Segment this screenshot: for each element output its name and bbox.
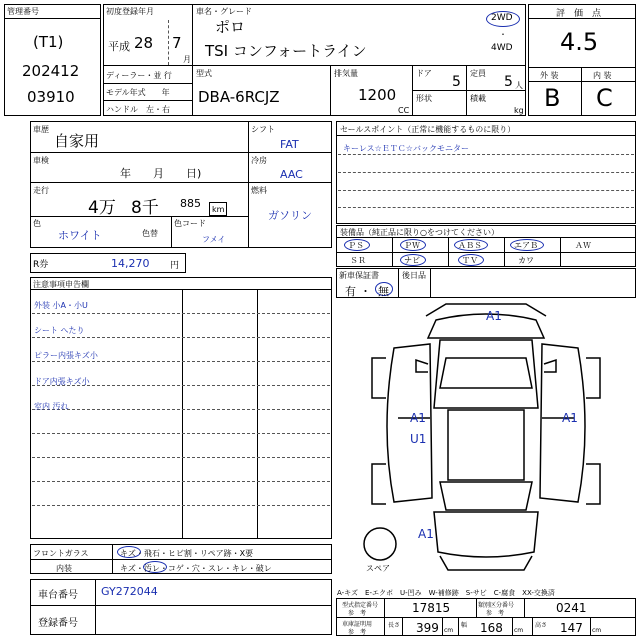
registration-label: 登録番号 (38, 618, 78, 629)
management-t1: (T1) (33, 33, 64, 51)
diagram-right-mark: A1 (562, 411, 578, 425)
chassis-value: GY272044 (101, 585, 158, 598)
height-label: 高さ (535, 622, 548, 629)
color-code-value: フメイ (202, 235, 226, 244)
equipment-pw: ＰＷ (404, 241, 420, 250)
door-label: ドア (416, 69, 432, 78)
ac-value: AAC (280, 168, 303, 181)
mileage-label: 走行 (33, 186, 49, 195)
warranty-yes: 有 (345, 285, 356, 298)
note-item-2: シート へたり (34, 326, 85, 335)
car-name: ポロ (215, 18, 246, 36)
recycle-unit: 円 (170, 261, 180, 271)
class-no-value: 0241 (556, 601, 587, 615)
recycle-box (30, 253, 186, 273)
sales-point-label: セールスポイント（正常に機能するものに限り） (340, 125, 516, 134)
sales-point-1: キーレス☆ＥＴＣ☆バックモニター (343, 144, 469, 153)
diagram-rear-left-mark: A1 (418, 527, 434, 541)
use-label: 車歴 (33, 125, 49, 134)
capacity-unit: 人 (515, 81, 523, 90)
drive-dot: ・ (499, 30, 507, 39)
equipment-sr: ＳＲ (350, 256, 366, 265)
exterior-grade: B (544, 84, 561, 112)
diagram-left-mark: A1 (410, 411, 426, 425)
fuel-value: ガソリン (268, 209, 312, 222)
era: 平成 (108, 40, 130, 53)
doors-value: 5 (452, 74, 461, 90)
fuel-label: 燃料 (251, 186, 267, 195)
reg-cert-label: 車庫証明用 (342, 621, 373, 628)
interior-label: 内 装 (593, 71, 612, 80)
windshield-label: フロントガラス (33, 549, 89, 558)
warranty-no: 無 (378, 285, 389, 298)
windshield-values: キズ・飛石・ヒビ割・リペア跡・X要 (120, 549, 254, 558)
interior-condition-values: キズ・汚レ・コゲ・穴・スレ・キレ・破レ (120, 564, 272, 573)
width-value: 168 (480, 621, 503, 635)
ac-label: 冷房 (251, 156, 267, 165)
color-label: 色 (33, 219, 41, 228)
length-unit: cm (444, 627, 454, 634)
mileage-sen: 8千 (131, 198, 159, 218)
handle-label: ハンドル 左・右 (106, 105, 170, 114)
registration-year: 28 (134, 34, 154, 52)
class-no-ref: 参 考 (486, 610, 505, 617)
width-unit: cm (514, 627, 524, 634)
equipment-navi: ナビ (404, 256, 420, 265)
management-label: 管理番号 (7, 7, 39, 16)
class-no-label: 類別区分番号 (478, 602, 515, 609)
type-label: 型式 (196, 69, 212, 78)
capacity-value: 5 (504, 74, 513, 90)
first-registration-label: 初度登録年月 (106, 7, 154, 16)
length-value: 399 (416, 621, 439, 635)
interior-grade: C (596, 84, 613, 112)
equipment-tv: ＴＶ (462, 256, 478, 265)
equipment-leather: カワ (518, 256, 534, 265)
score-value: 4.5 (560, 28, 599, 56)
cc-unit: CC (398, 106, 410, 115)
inspection-value: 年 月 日) (120, 167, 202, 180)
km-unit: km (212, 205, 225, 214)
notes-box (30, 277, 332, 539)
width-label: 幅 (461, 622, 468, 629)
note-item-1: 外装 小A・小U (34, 301, 88, 310)
note-item-3: ピラー内張キズ小 (34, 351, 98, 360)
car-damage-diagram (336, 298, 636, 578)
drive-4wd: 4WD (491, 43, 513, 53)
use-value: 自家用 (54, 132, 100, 150)
interior-condition-label: 内装 (56, 564, 72, 573)
shape-label: 形状 (416, 94, 432, 103)
management-number-1: 202412 (22, 62, 80, 80)
recycle-label: R券 (33, 260, 49, 270)
registration-month: 7 (172, 34, 182, 52)
equipment-ps: ＰＳ (348, 241, 364, 250)
inspection-label: 車検 (33, 156, 49, 165)
equipment-label: 装備品（純正品に限り○をつけてください） (340, 228, 499, 237)
exterior-label: 外 装 (540, 71, 559, 80)
equipment-abs: ＡＢＳ (458, 241, 482, 250)
equipment-airbag: エアＢ (514, 241, 538, 250)
management-number-2: 03910 (27, 88, 75, 106)
type-no-value: 17815 (412, 601, 451, 615)
note-item-5: 室内 汚れ (34, 402, 69, 411)
color-code-label: 色コード (174, 219, 206, 228)
shift-value: FAT (280, 138, 299, 151)
diagram-front-mark: A1 (486, 309, 502, 323)
drive-2wd: 2WD (491, 13, 513, 23)
damage-legend: A-キズ E-エクボ U-凹み W-補修跡 S-サビ C-腐食 XX-交換済 (337, 589, 555, 597)
reg-cert-ref: 参 考 (348, 629, 367, 636)
displacement-value: 1200 (358, 86, 397, 104)
diagram-left2-mark: U1 (410, 432, 427, 446)
notes-label: 注意事項申告欄 (33, 280, 89, 289)
score-label: 評 価 点 (556, 9, 602, 19)
load-label: 積載 (470, 94, 486, 103)
car-name-label: 車名・グレード (196, 7, 252, 16)
month-unit: 月 (183, 55, 191, 64)
note-item-4: ドア内張キズ小 (34, 377, 90, 386)
warranty-label: 新車保証書 (339, 271, 379, 280)
type-value: DBA-6RCJZ (198, 88, 280, 106)
displacement-label: 排気量 (334, 69, 358, 78)
color-change-label: 色替 (142, 229, 158, 238)
equipment-aw: ＡＷ (575, 241, 591, 250)
color-value: ホワイト (58, 229, 102, 242)
recycle-value: 14,270 (111, 257, 150, 270)
height-unit: cm (592, 627, 602, 634)
shift-label: シフト (251, 125, 275, 134)
spare-tire-circle (364, 528, 396, 560)
height-value: 147 (560, 621, 583, 635)
capacity-label: 定員 (470, 69, 486, 78)
return-box (398, 268, 636, 298)
kg-unit: kg (514, 106, 524, 115)
grade: TSI コンフォートライン (205, 42, 367, 60)
mileage-extra: 885 (180, 197, 201, 210)
warranty-dot: ・ (360, 285, 371, 298)
type-no-ref: 参 考 (348, 610, 367, 617)
length-label: 長さ (388, 622, 401, 629)
chassis-label: 車台番号 (38, 590, 78, 601)
type-no-label: 型式指定番号 (342, 602, 379, 609)
model-year-label: モデル年式 年 (106, 88, 170, 97)
return-date-label: 後日品 (402, 271, 426, 280)
mileage-man: 4万 (88, 198, 116, 218)
dealer-label: ディーラー・並 行 (106, 71, 172, 80)
spare-label: スペア (366, 564, 390, 573)
